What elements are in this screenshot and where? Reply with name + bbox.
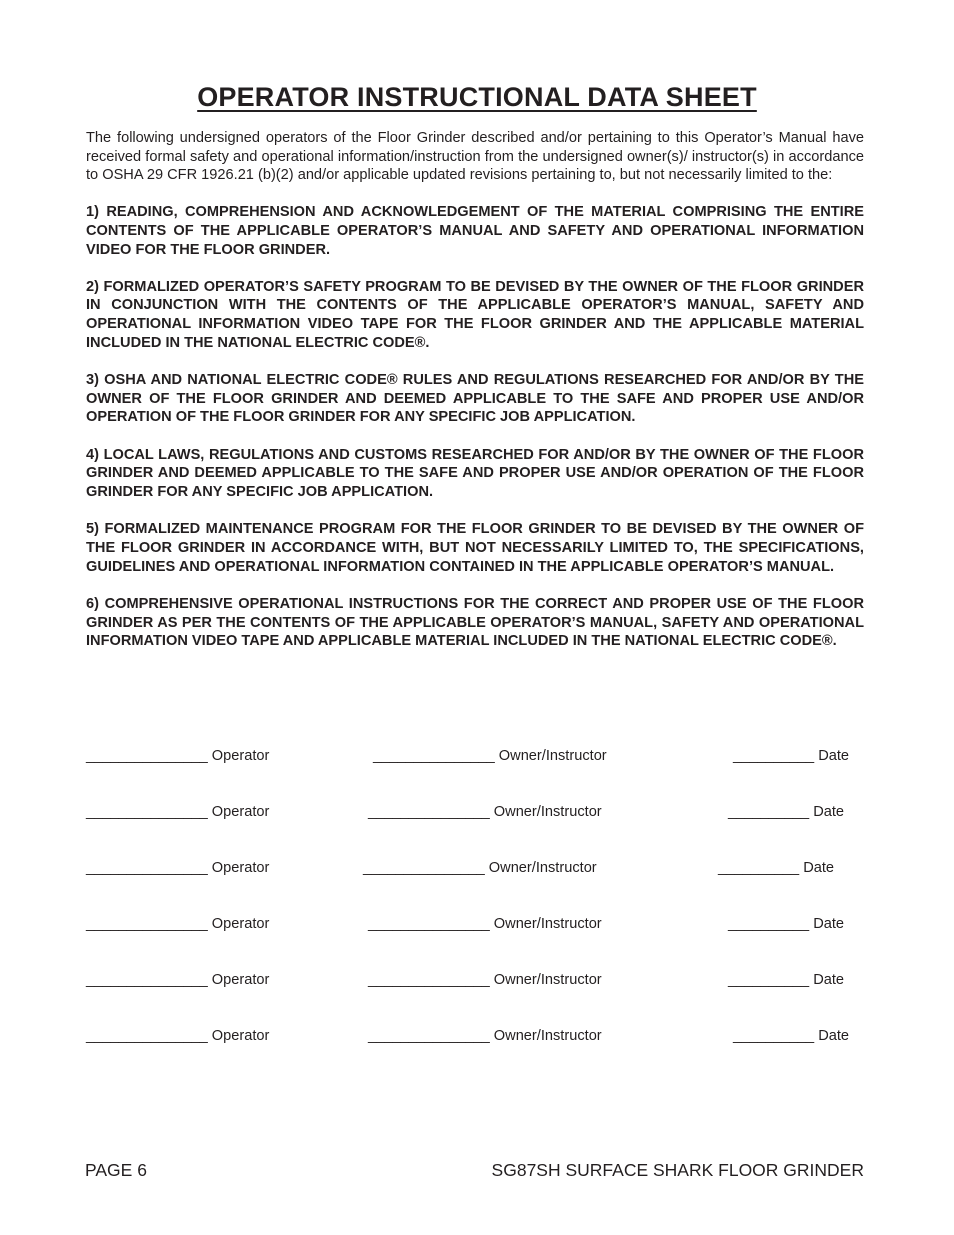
list-item: 4) LOCAL LAWS, REGULATIONS AND CUSTOMS RESEARCHED FOR AND/OR BY THE OWNER OF THE FLOOR GRINDER AND DEEMED APPLICABLE TO THE SAFE AND PROPER USE AND/OR OPERATION OF THE FLOOR GRINDER FOR ANY SPECIFIC JOB APPLICATION. xyxy=(86,446,864,501)
operator-signature-line: _______________ Operator xyxy=(86,1028,270,1044)
date-line: __________ Date xyxy=(733,748,850,764)
operator-signature-line: _______________ Operator xyxy=(86,748,270,764)
list-item: 5) FORMALIZED MAINTENANCE PROGRAM FOR THE FLOOR GRINDER TO BE DEVISED BY THE OWNER OF THE FLOOR GRINDER IN ACCORDANCE WITH, BUT NOT NECESSARILY LIMITED TO, THE SPECIFICATIONS, GUIDELINES AND OPERATIONAL INFORMATION CONTAINED IN THE APPLICABLE OPERATOR’S MANUAL. xyxy=(86,521,864,575)
date-line: __________ Date xyxy=(728,916,845,932)
owner-instructor-signature-line: _______________ Owner/Instructor xyxy=(368,804,602,820)
date-line: __________ Date xyxy=(728,804,845,820)
signature-row xyxy=(0,914,954,934)
operator-signature-line: _______________ Operator xyxy=(86,804,270,820)
owner-instructor-signature-line: _______________ Owner/Instructor xyxy=(363,860,597,876)
signature-row xyxy=(0,858,954,878)
page-number: PAGE 6 xyxy=(85,1160,147,1180)
owner-instructor-signature-line: _______________ Owner/Instructor xyxy=(373,748,607,764)
owner-instructor-signature-line: _______________ Owner/Instructor xyxy=(368,916,602,932)
date-line: __________ Date xyxy=(718,860,835,876)
operator-signature-line: _______________ Operator xyxy=(86,860,270,876)
list-item: 6) COMPREHENSIVE OPERATIONAL INSTRUCTIONS FOR THE CORRECT AND PROPER USE OF THE FLOOR GRINDER AS PER THE CONTENTS OF THE APPLICABLE OPERATOR’S MANUAL, SAFETY AND OPERATIONAL INFORMATION VIDEO TAPE AND APPLICABLE MATERIAL INCLUDED IN THE NATIONAL ELECTRIC CODE®. xyxy=(86,595,864,650)
product-name: SG87SH SURFACE SHARK FLOOR GRINDER xyxy=(491,1160,864,1180)
owner-instructor-signature-line: _______________ Owner/Instructor xyxy=(368,1028,602,1044)
signature-row xyxy=(0,746,954,766)
owner-instructor-signature-line: _______________ Owner/Instructor xyxy=(368,972,602,988)
date-line: __________ Date xyxy=(728,972,845,988)
date-line: __________ Date xyxy=(733,1028,850,1044)
signature-row xyxy=(0,970,954,990)
page-title: OPERATOR INSTRUCTIONAL DATA SHEET xyxy=(197,82,757,112)
intro-paragraph: The following undersigned operators of the Floor Grinder described and/or pertaining to this Operator’s Manual have received formal safety and operational information/instruction from the undersigned owner(s)/ instructor(s) in accordance to OSHA 29 CFR 1926.21 (b)(2) and/or applicable updated revisions pertaining to, but not necessarily limited to the: xyxy=(86,130,864,184)
body-text xyxy=(86,129,864,669)
list-item: 3) OSHA AND NATIONAL ELECTRIC CODE® RULES AND REGULATIONS RESEARCHED FOR AND/OR BY THE OWNER OF THE FLOOR GRINDER AND DEEMED APPLICABLE TO THE SAFE AND PROPER USE AND/OR OPERATION OF THE FLOOR GRINDER FOR ANY SPECIFIC JOB APPLICATION. xyxy=(86,372,864,426)
signature-row xyxy=(0,802,954,822)
list-item: 1) READING, COMPREHENSION AND ACKNOWLEDGEMENT OF THE MATERIAL COMPRISING THE ENTIRE CONTENTS OF THE APPLICABLE OPERATOR’S MANUAL AND SAFETY AND OPERATIONAL INFORMATION VIDEO FOR THE FLOOR GRINDER. xyxy=(86,204,864,258)
list-item: 2) FORMALIZED OPERATOR’S SAFETY PROGRAM TO BE DEVISED BY THE OWNER OF THE FLOOR GRINDER IN CONJUNCTION WITH THE CONTENTS OF THE APPLICABLE OPERATOR’S MANUAL, SAFETY AND OPERATIONAL INFORMATION VIDEO TAPE FOR THE FLOOR GRINDER AND THE APPLICABLE MATERIAL INCLUDED IN THE NATIONAL ELECTRIC CODE®. xyxy=(86,278,864,351)
signature-row xyxy=(0,1026,954,1046)
operator-signature-line: _______________ Operator xyxy=(86,916,270,932)
operator-signature-line: _______________ Operator xyxy=(86,972,270,988)
